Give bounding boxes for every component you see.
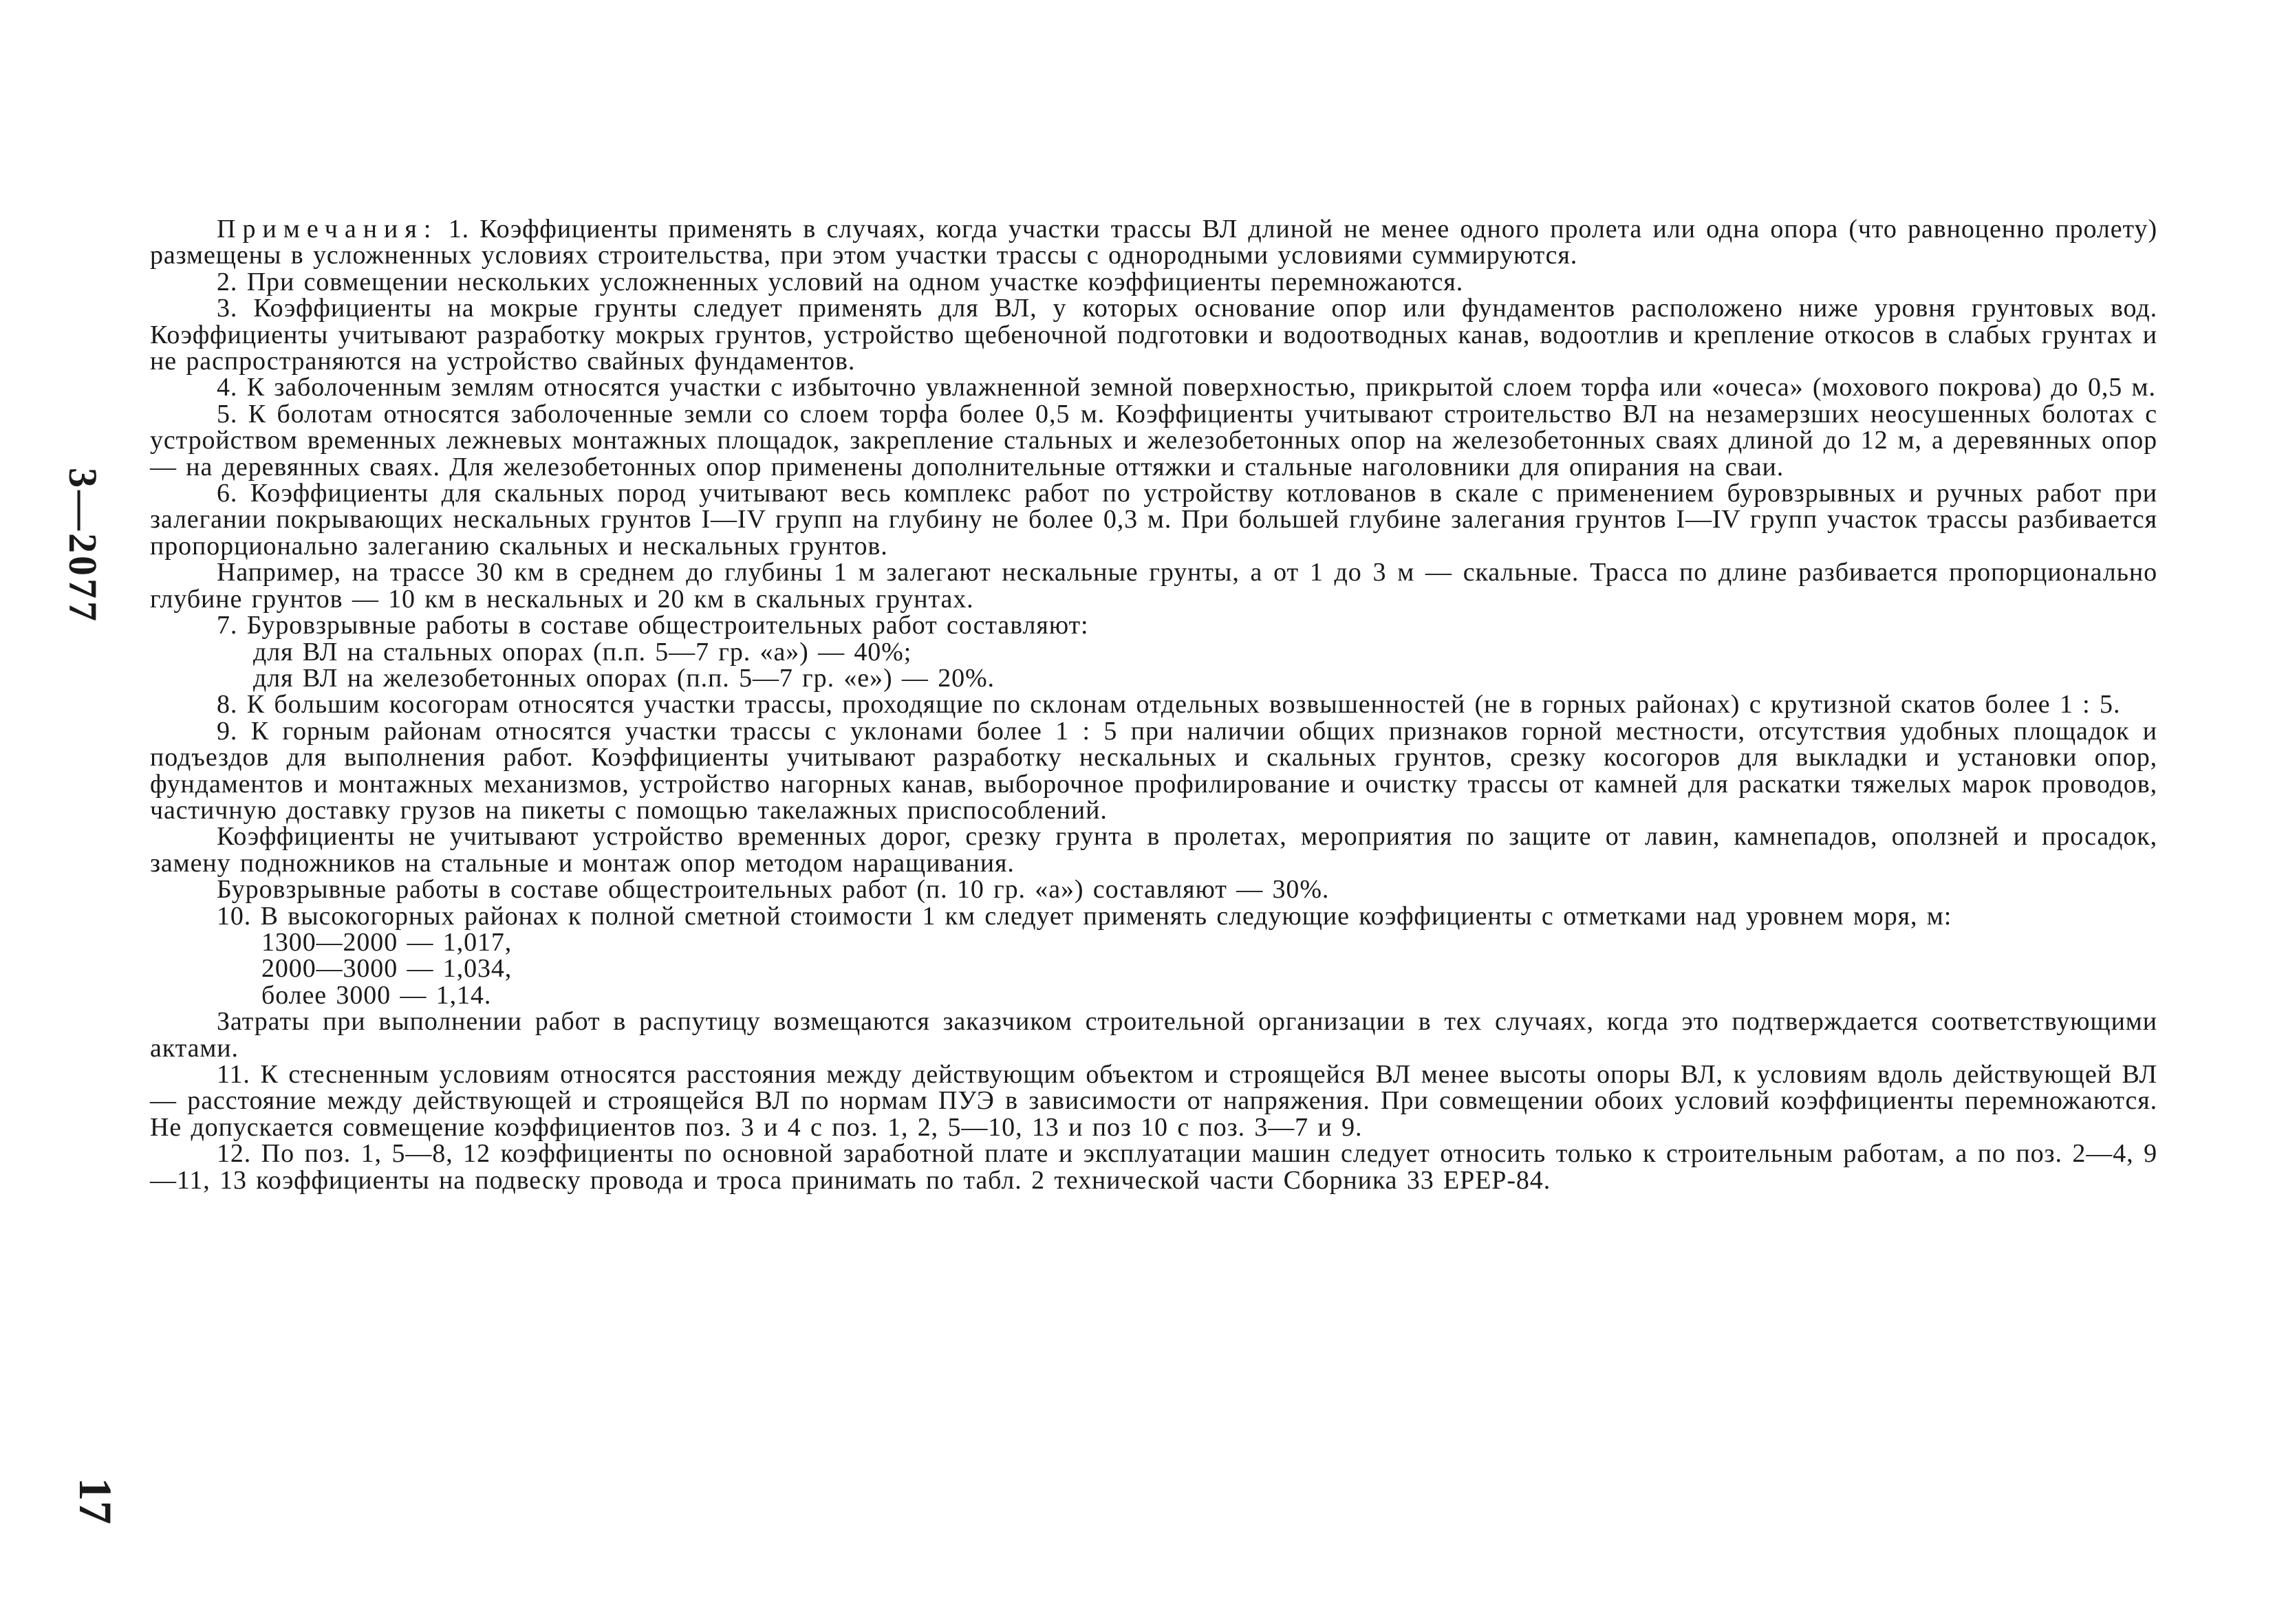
notes-heading: Примечания: xyxy=(217,215,438,243)
notes-block xyxy=(150,216,2157,1193)
note-8: 8. К большим косогорам относятся участки трассы, проходящие по склонам отдельных возвышенностей (не в горных районах) с крутизной скатов более 1 : 5. xyxy=(217,690,2121,719)
note-10: 10. В высокогорных районах к полной сметной стоимости 1 км следует применять следующие коэффициенты с отметками над уровнем моря, м: xyxy=(217,901,1952,931)
altitude-row-1: 1300—2000 — 1,017, xyxy=(261,927,513,957)
note-2: 2. При совмещении нескольких усложненных условий на одном участке коэффициенты перемножаются. xyxy=(217,267,1464,296)
note-5: 5. К болотам относятся заболоченные земли со слоем торфа более 0,5 м. Коэффициенты учитывают строительство ВЛ на незамерзших неосушенных болотах с устройством временных лежневых монтажных площадок, закрепление стальных и железобетонных опор на железобетонных сваях длиной до 12 м, а деревянных опор — на деревянных сваях. Для железобетонных опор применены дополнительные оттяжки и стальные наголовники для опирания на сваи. xyxy=(150,399,2157,481)
note-1-text: 1. Коэффициенты применять в случаях, когда участки трассы ВЛ длиной не менее одного пролета или одна опора (что равноценно пролету) размещены в усложненных условиях строительства, при этом участки трассы с однородными условиями суммируются. xyxy=(150,215,2158,270)
note-9-blasting: Буровзрывные работы в составе общестроительных работ (п. 10 гр. «а») составляют — 30%. xyxy=(217,875,1330,905)
note-7: 7. Буровзрывные работы в составе общестроительных работ составляют: xyxy=(217,611,1089,640)
document-code: 3—2077 xyxy=(61,468,105,624)
altitude-row-2: 2000—3000 — 1,034, xyxy=(261,954,513,984)
note-6: 6. Коэффициенты для скальных пород учитывают весь комплекс работ по устройству котлованов в скале с применением буровзрывных и ручных работ при залегании покрывающих нескальных грунтов I—IV групп на глубину не более 0,3 м. При большей глубине залегания грунтов I—IV групп участок трассы разбивается пропорционально залеганию скальных и нескальных грунтов. xyxy=(150,479,2157,561)
note-11: 11. К стесненным условиям относятся расстояния между действующим объектом и строящейся ВЛ менее высоты опоры ВЛ, к условиям вдоль действующей ВЛ — расстояние между действующей и строящейся ВЛ по нормам ПУЭ в зависимости от напряжения. При совмещении обоих условий коэффициенты перемножаются. Не допускается совмещение коэффициентов поз. 3 и 4 с поз. 1, 2, 5—10, 13 и поз 10 с поз. 3—7 и 9. xyxy=(150,1060,2157,1142)
note-4: 4. К заболоченным землям относятся участки с избыточно увлажненной земной поверхностью, прикрытой слоем торфа или «очеса» (мохового покрова) до 0,5 м. xyxy=(217,373,2156,402)
page-number: 17 xyxy=(69,1477,122,1524)
note-12: 12. По поз. 1, 5—8, 12 коэффициенты по основной заработной плате и эксплуатации машин следует относить только к строительным работам, а по поз. 2—4, 9—11, 13 коэффициенты на подвеску провода и троса принимать по табл. 2 технической части Сборника 33 ЕРЕР-84. xyxy=(150,1139,2157,1195)
note-7-steel: для ВЛ на стальных опорах (п.п. 5—7 гр. «а») — 40%; xyxy=(253,637,912,667)
note-9-exclusions: Коэффициенты не учитывают устройство временных дорог, срезку грунта в пролетах, мероприятия по защите от лавин, камнепадов, оползней и просадок, замену подножников на стальные и монтаж опор методом наращивания. xyxy=(150,822,2157,878)
note-6-example: Например, на трассе 30 км в среднем до глубины 1 м залегают нескальные грунты, а от 1 до 3 м — скальные. Трасса по длине разбивается пропорционально глубине грунтов — 10 км в нескальных и 20 км в скальных грунтах. xyxy=(150,558,2157,614)
note-7-concrete: для ВЛ на железобетонных опорах (п.п. 5—7 гр. «е») — 20%. xyxy=(253,663,995,693)
note-10-thaw: Затраты при выполнении работ в распутицу возмещаются заказчиком строительной организации в тех случаях, когда это подтверждается соответствующими актами. xyxy=(150,1007,2157,1063)
altitude-row-3: более 3000 — 1,14. xyxy=(261,980,492,1010)
note-3: 3. Коэффициенты на мокрые грунты следует применять для ВЛ, у которых основание опор или фундаментов расположено ниже уровня грунтовых вод. Коэффициенты учитывают разработку мокрых грунтов, устройство щебеночной подготовки и водоотводных канав, водоотлив и крепление откосов в слабых грунтах и не распространяются на устройство свайных фундаментов. xyxy=(150,294,2157,376)
note-1 xyxy=(150,216,2157,269)
note-9: 9. К горным районам относятся участки трассы с уклонами более 1 : 5 при наличии общих признаков горной местности, отсутствия удобных площадок и подъездов для выполнения работ. Коэффициенты учитывают разработку нескальных и скальных грунтов, срезку косогоров для выкладки и установки опор, фундаментов и монтажных механизмов, устройство нагорных канав, выборочное профилирование и очистку трассы от камней для раскатки тяжелых марок проводов, частичную доставку грузов на пикеты с помощью такелажных приспособлений. xyxy=(150,716,2157,825)
